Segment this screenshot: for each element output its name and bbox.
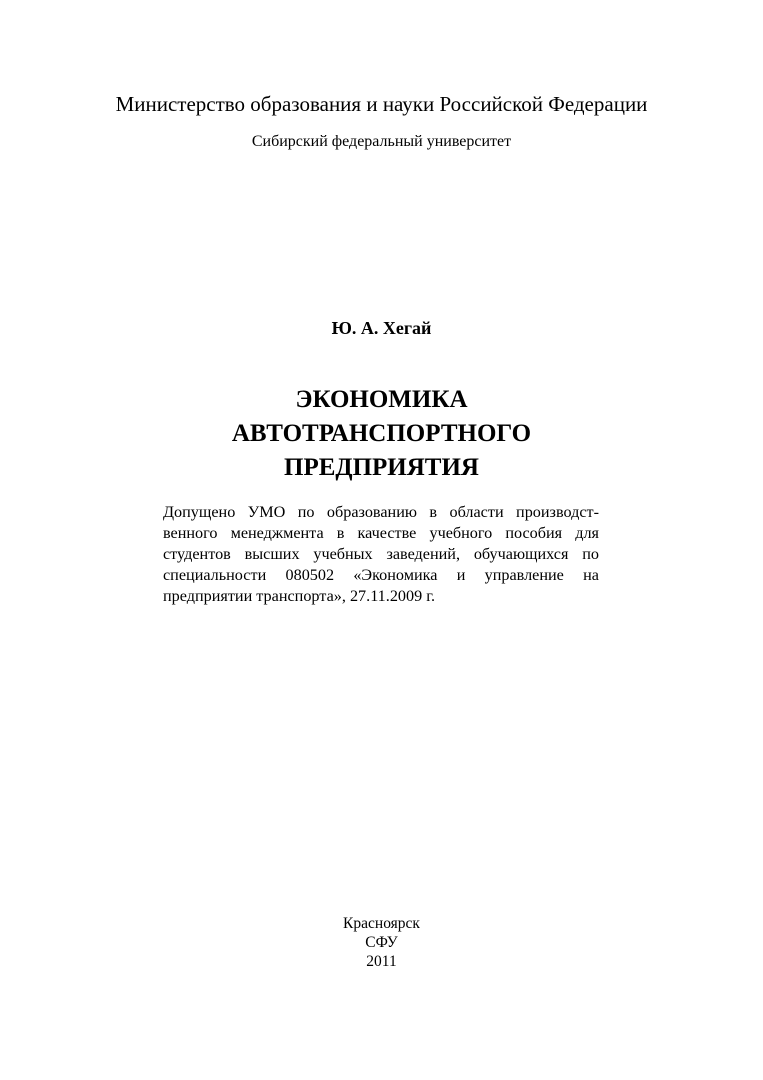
- author-name: Ю. А. Хегай: [331, 318, 432, 338]
- ministry-name: Министерство образования и науки Российской Федерации: [115, 92, 648, 116]
- approval-line-2: венного менеджмента в качестве учебного пособия для: [163, 524, 599, 542]
- imprint-city: Красноярск: [343, 915, 420, 932]
- book-title-line-2: АВТОТРАНСПОРТНОГО: [231, 420, 532, 447]
- approval-line-3: студентов высших учебных заведений, обучающихся по: [163, 545, 599, 563]
- imprint-publisher: СФУ: [365, 934, 398, 951]
- book-title-line-3: ПРЕДПРИЯТИЯ: [284, 454, 479, 481]
- approval-line-4: специальности 080502 «Экономика и управление на: [163, 566, 599, 584]
- approval-line-1: Допущено УМО по образованию в области производст-: [163, 503, 599, 521]
- approval-statement: [163, 502, 599, 607]
- university-name: Сибирский федеральный университет: [251, 133, 512, 150]
- book-title-line-1: ЭКОНОМИКА: [295, 386, 468, 413]
- imprint-year: 2011: [366, 953, 397, 970]
- approval-line-5: предприятии транспорта», 27.11.2009 г.: [163, 587, 436, 605]
- imprint: [0, 914, 763, 971]
- book-title: [0, 383, 763, 485]
